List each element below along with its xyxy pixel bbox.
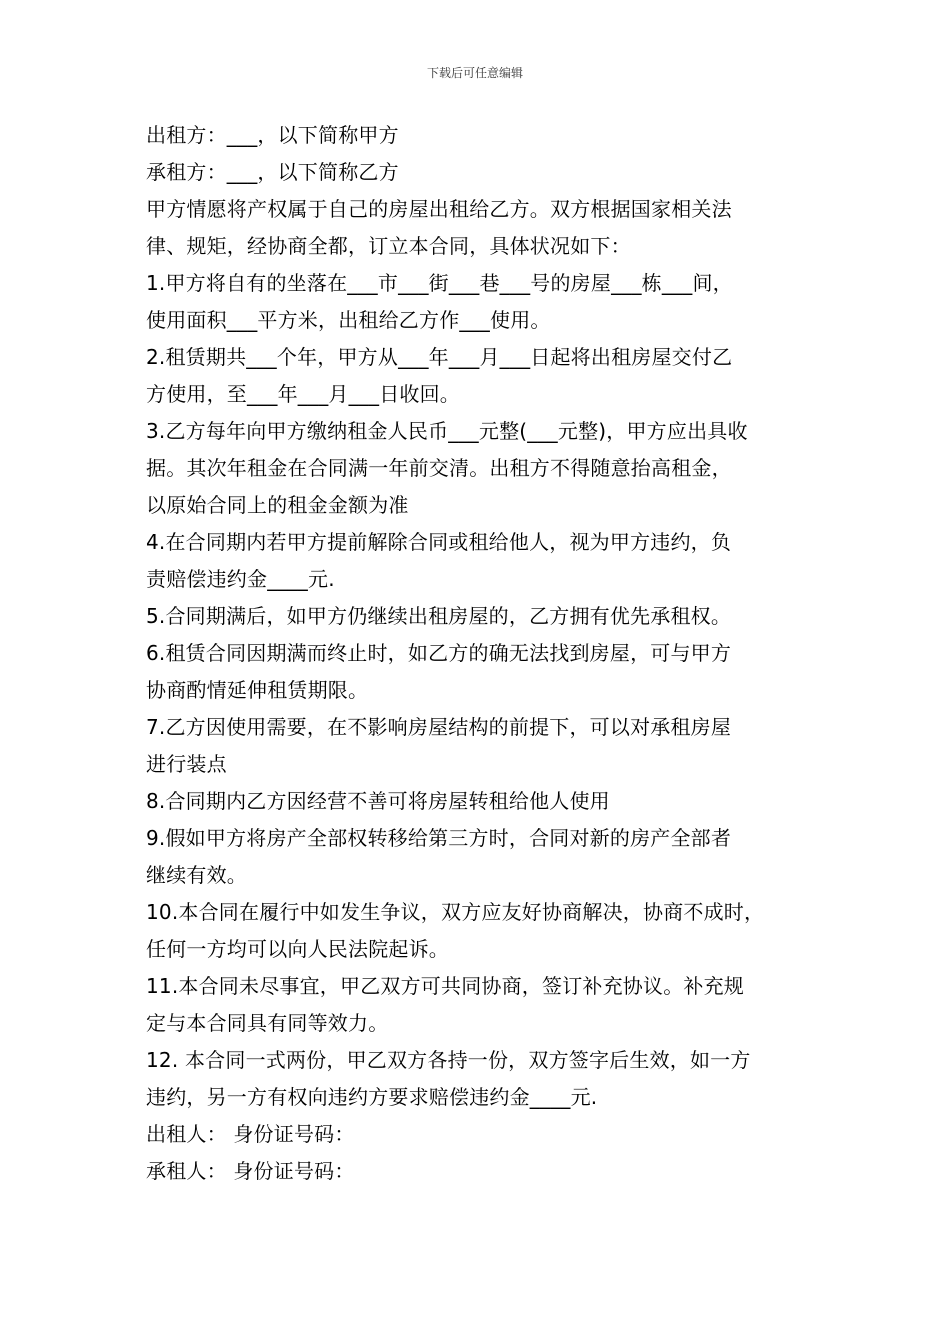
text-line: 1.甲方将自有的坐落在___市___街___巷___号的房屋___栋___间，	[146, 271, 733, 295]
text-line: 出租方：___，以下简称甲方	[146, 123, 399, 147]
text-line: 5.合同期满后，如甲方仍继续出租房屋的，乙方拥有优先承租权。	[146, 604, 732, 628]
text-line: 10.本合同在履行中如发生争议，双方应友好协商解决，协商不成时，	[146, 900, 765, 924]
text-line: 7.乙方因使用需要，在不影响房屋结构的前提下，可以对承租房屋	[146, 715, 732, 739]
text-line: 甲方情愿将产权属于自己的房屋出租给乙方。双方根据国家相关法	[146, 197, 732, 221]
text-line: 9.假如甲方将房产全部权转移给第三方时，合同对新的房产全部者	[146, 826, 732, 850]
text-line: 3.乙方每年向甲方缴纳租金人民币___元整(___元整)，甲方应出具收	[146, 419, 748, 443]
text-line: 12. 本合同一式两份，甲乙双方各持一份，双方签字后生效，如一方	[146, 1048, 751, 1072]
text-line: 责赔偿违约金____元.	[146, 567, 335, 591]
text-line: 4.在合同期内若甲方提前解除合同或租给他人，视为甲方违约，负	[146, 530, 732, 554]
text-line: 6.租赁合同因期满而终止时，如乙方的确无法找到房屋，可与甲方	[146, 641, 732, 665]
text-line: 以原始合同上的租金金额为准	[146, 493, 409, 517]
text-line: 2.租赁期共___个年，甲方从___年___月___日起将出租房屋交付乙	[146, 345, 733, 369]
contract-body	[146, 117, 814, 1190]
text-line: 律、规矩，经协商全都，订立本合同，具体状况如下：	[146, 234, 631, 258]
signature-lessee: 承租人： 身份证号码：	[146, 1159, 355, 1183]
text-line: 使用面积___平方米，出租给乙方作___使用。	[146, 308, 551, 332]
text-line: 违约，另一方有权向违约方要求赔偿违约金____元.	[146, 1085, 598, 1109]
text-line: 11.本合同未尽事宜，甲乙双方可共同协商，签订补充协议。补充规	[146, 974, 745, 998]
text-line: 继续有效。	[146, 863, 247, 887]
text-line: 方使用，至___年___月___日收回。	[146, 382, 460, 406]
text-line: 进行装点	[146, 752, 227, 776]
text-line: 承租方：___，以下简称乙方	[146, 160, 399, 184]
text-line: 定与本合同具有同等效力。	[146, 1011, 389, 1035]
text-line: 任何一方均可以向人民法院起诉。	[146, 937, 449, 961]
text-line: 协商酌情延伸租赁期限。	[146, 678, 369, 702]
signature-lessor: 出租人： 身份证号码：	[146, 1122, 355, 1146]
text-line: 据。其次年租金在合同满一年前交清。出租方不得随意抬高租金，	[146, 456, 732, 480]
text-line: 8.合同期内乙方因经营不善可将房屋转租给他人使用	[146, 789, 610, 813]
page-header: 下载后可任意编辑	[426, 66, 523, 80]
